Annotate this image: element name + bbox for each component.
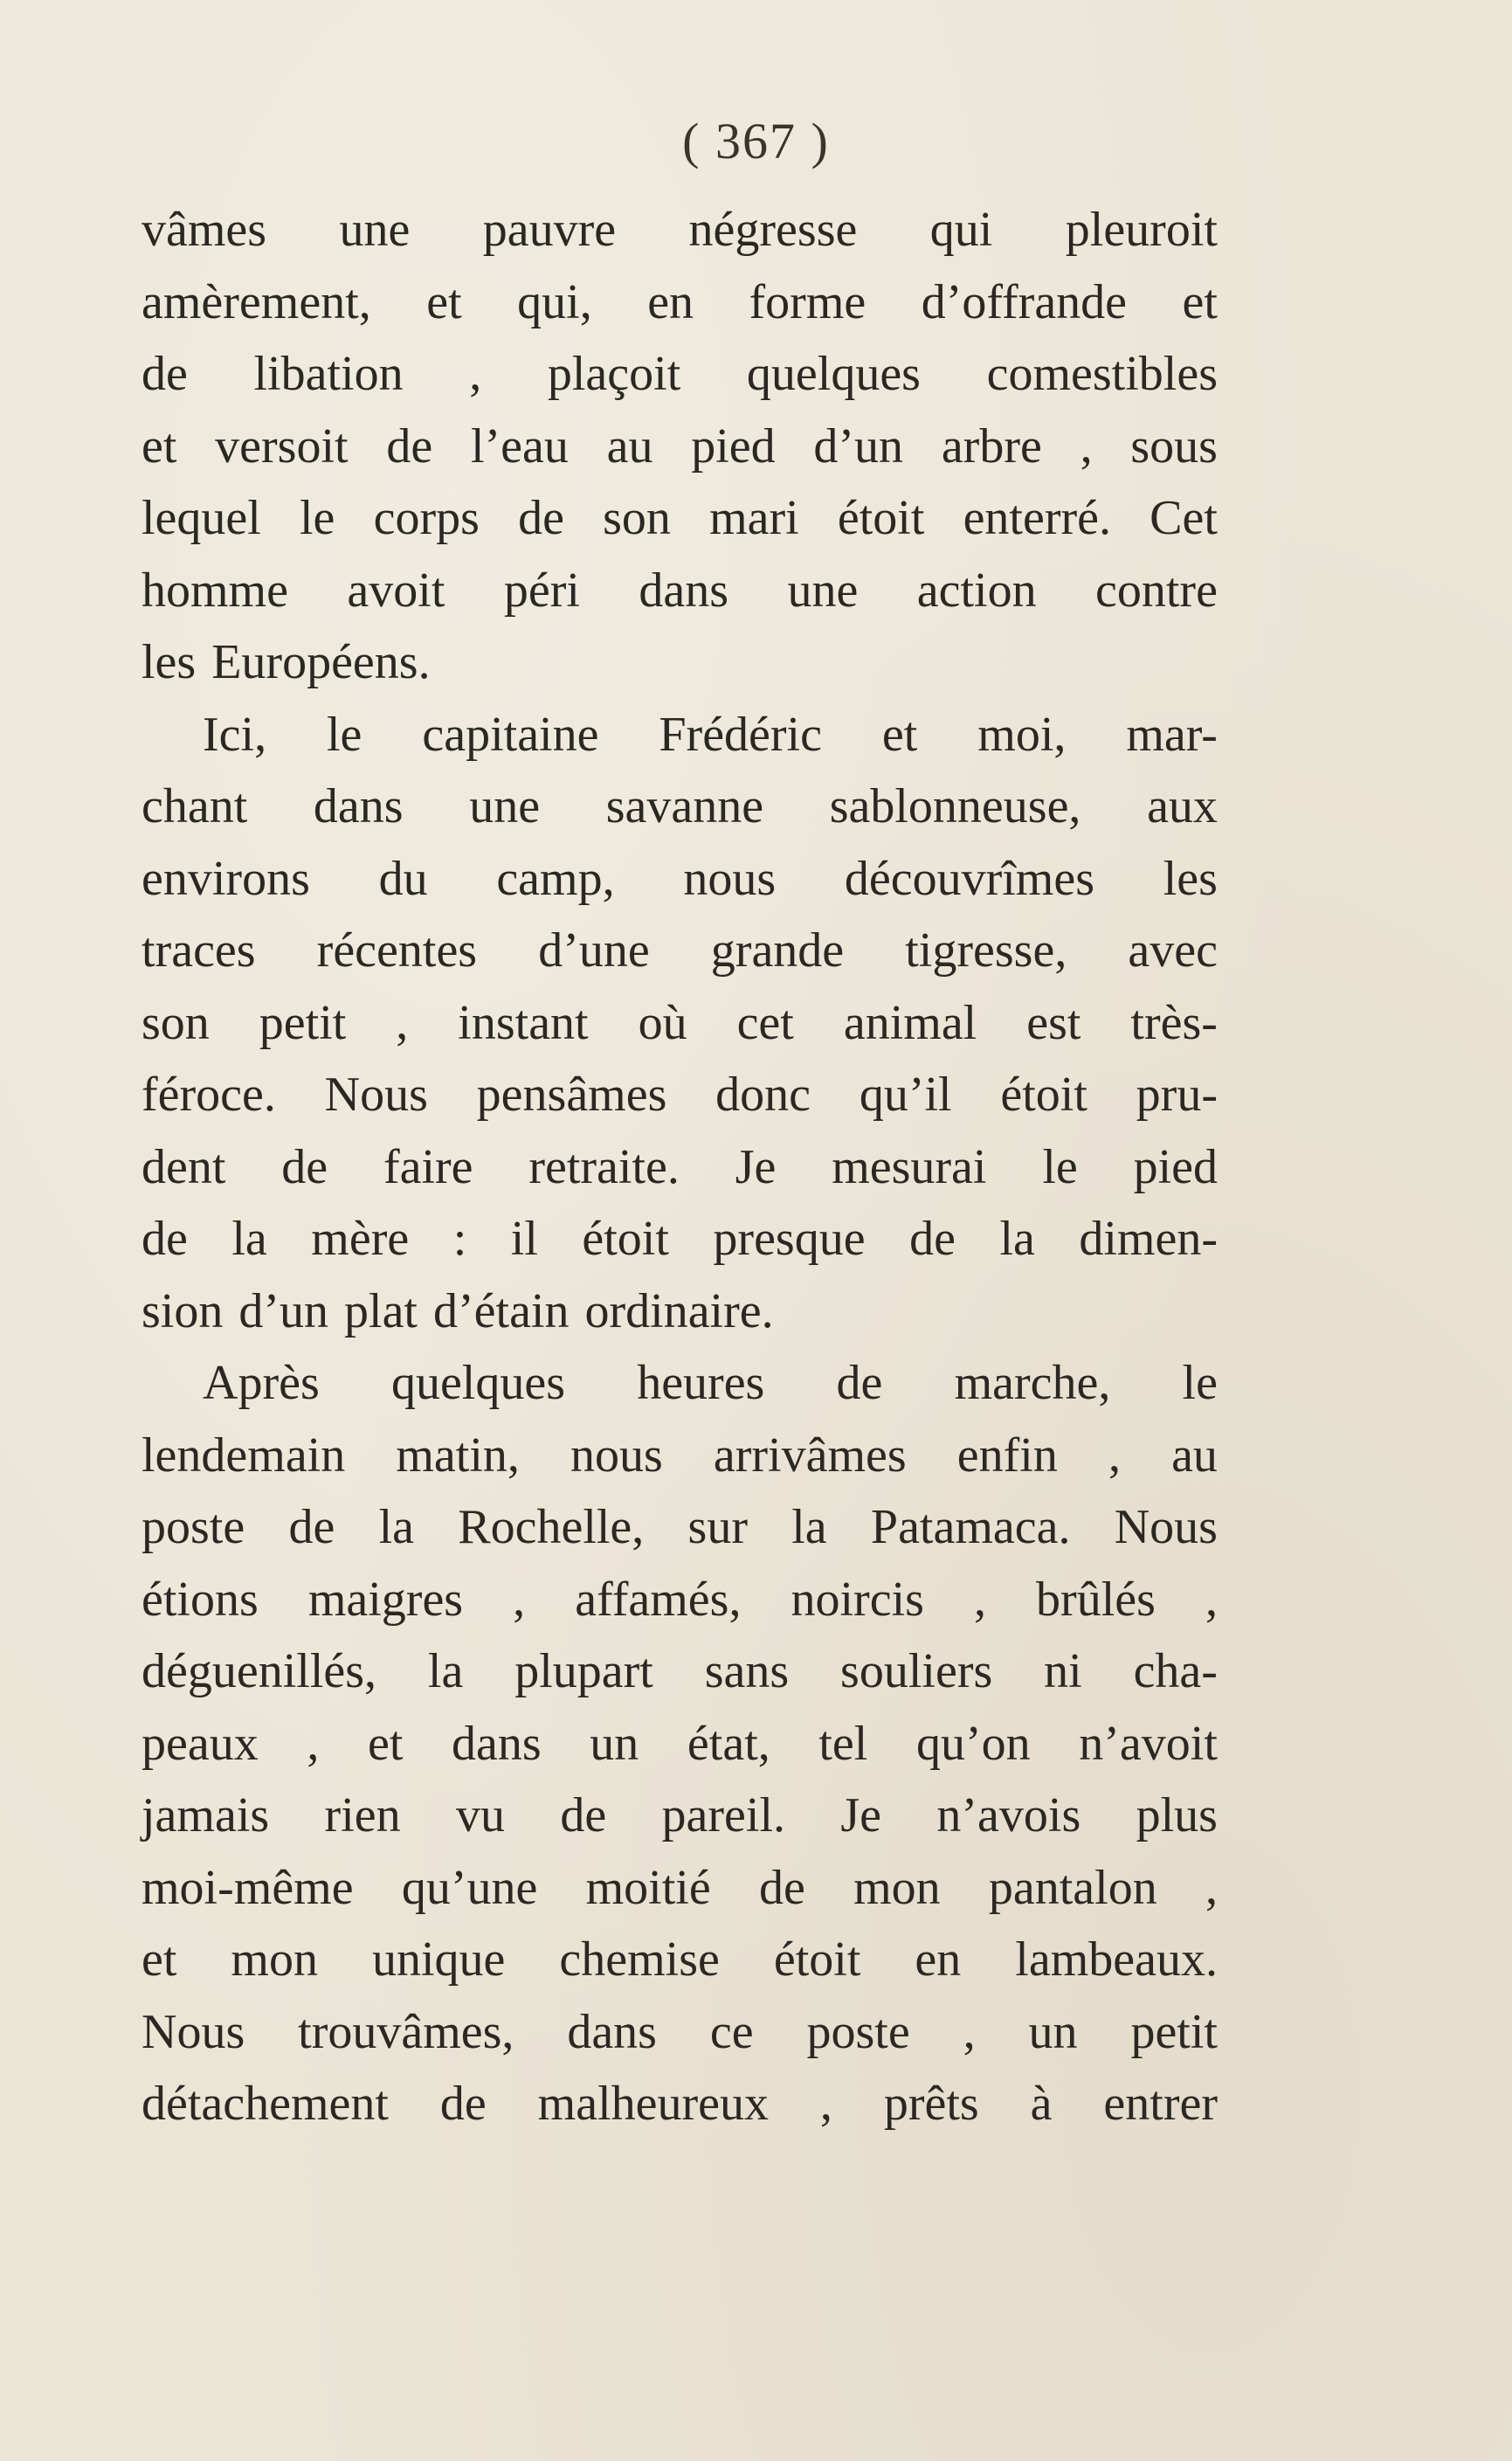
- text-line: [142, 699, 1218, 771]
- word: étions: [142, 1572, 259, 1627]
- word: animal: [843, 995, 977, 1050]
- word: ordinaire.: [584, 1283, 774, 1338]
- text-line: [142, 338, 1218, 411]
- word: Cet: [1150, 491, 1218, 545]
- word: quelques: [390, 1356, 565, 1410]
- word: poste: [806, 2004, 910, 2059]
- word: mar-: [1126, 707, 1218, 762]
- text-line: [142, 771, 1218, 843]
- word: entrer: [1103, 2077, 1218, 2131]
- word: sur: [687, 1500, 748, 1554]
- word: arrivâmes: [713, 1428, 907, 1483]
- word: très-: [1130, 995, 1218, 1050]
- word: état,: [687, 1716, 770, 1771]
- word: ,: [307, 1716, 320, 1771]
- word: du: [378, 851, 428, 906]
- word: malheureux: [537, 2077, 769, 2131]
- word: plaçoit: [547, 347, 681, 401]
- word: retraite.: [528, 1139, 680, 1194]
- word: la: [378, 1500, 414, 1554]
- text-line: [142, 987, 1218, 1060]
- word: les: [142, 635, 197, 689]
- text-line: [142, 1852, 1218, 1925]
- word: de: [909, 1212, 956, 1266]
- word: :: [452, 1212, 467, 1266]
- word: de: [281, 1139, 328, 1194]
- word: lambeaux.: [1015, 1932, 1218, 1987]
- word: de: [758, 1860, 805, 1915]
- word: matin,: [396, 1428, 520, 1483]
- word: forme: [749, 274, 866, 329]
- word: plus: [1136, 1788, 1218, 1842]
- word: instant: [458, 995, 589, 1050]
- word: environs: [142, 851, 310, 906]
- word: maigres: [307, 1572, 464, 1627]
- word: corps: [373, 491, 480, 545]
- word: poste: [142, 1500, 245, 1554]
- word: étoit: [837, 491, 925, 545]
- word: pleuroit: [1065, 203, 1218, 257]
- word: en: [647, 274, 694, 329]
- word: Je: [840, 1788, 882, 1842]
- text-line: [142, 482, 1218, 555]
- word: Européens.: [211, 635, 431, 689]
- word: savanne: [605, 779, 764, 833]
- word: ,: [1205, 1860, 1218, 1915]
- word: nous: [570, 1428, 663, 1483]
- word: libation: [253, 347, 404, 401]
- word: d’un: [238, 1283, 329, 1338]
- word: de: [142, 1212, 188, 1266]
- text-line: [142, 1420, 1218, 1492]
- text-line: [142, 1275, 1218, 1348]
- text-line: [142, 915, 1218, 987]
- word: d’étain: [433, 1283, 570, 1338]
- word: heures: [637, 1356, 765, 1410]
- word: une: [469, 779, 541, 833]
- word: étoit: [1000, 1068, 1087, 1122]
- word: d’un: [813, 418, 904, 474]
- word: pauvre: [482, 203, 617, 257]
- word: sion: [142, 1283, 224, 1338]
- word: nous: [683, 851, 777, 906]
- word: mon: [231, 1932, 318, 1987]
- word: n’avoit: [1079, 1716, 1218, 1771]
- word: péri: [503, 563, 580, 618]
- word: le: [300, 491, 335, 545]
- word: la: [427, 1644, 464, 1698]
- word: ,: [1108, 1428, 1121, 1483]
- text-line: [142, 1491, 1218, 1564]
- word: Après: [203, 1356, 320, 1410]
- word: féroce.: [142, 1068, 276, 1122]
- word: ,: [1080, 418, 1093, 474]
- word: rien: [324, 1788, 401, 1842]
- word: plupart: [514, 1644, 653, 1698]
- word: plat: [344, 1283, 418, 1338]
- word: et: [426, 274, 462, 329]
- word: enfin: [956, 1428, 1058, 1483]
- word: tel: [818, 1716, 868, 1771]
- word: presque: [713, 1212, 866, 1266]
- word: ,: [963, 2004, 976, 2059]
- word: dent: [142, 1139, 226, 1194]
- word: pied: [1133, 1139, 1218, 1194]
- word: ,: [973, 1572, 986, 1627]
- word: son: [142, 995, 210, 1050]
- text-line: [142, 555, 1218, 627]
- text-line: [142, 1059, 1218, 1131]
- word: négresse: [688, 203, 858, 257]
- word: de: [142, 347, 188, 401]
- page-number: ( 367 ): [682, 113, 830, 169]
- word: petit: [1130, 2004, 1218, 2059]
- word: une: [339, 203, 411, 257]
- word: les: [1163, 851, 1218, 906]
- word: peaux: [142, 1716, 259, 1771]
- word: unique: [371, 1932, 506, 1987]
- word: la: [999, 1212, 1035, 1266]
- word: lendemain: [142, 1428, 346, 1483]
- text-line: [142, 626, 1218, 699]
- word: Patamaca.: [870, 1500, 1071, 1554]
- word: de: [836, 1356, 883, 1410]
- word: action: [916, 563, 1037, 618]
- word: faire: [383, 1139, 473, 1194]
- word: ,: [469, 347, 482, 401]
- word: chant: [142, 779, 248, 833]
- word: un: [1028, 2004, 1078, 2059]
- word: versoit: [215, 418, 349, 474]
- word: détachement: [142, 2077, 389, 2131]
- word: lequel: [142, 491, 261, 545]
- word: où: [638, 995, 687, 1050]
- word: sous: [1130, 418, 1218, 474]
- word: enterré.: [963, 491, 1111, 545]
- word: la: [791, 1500, 827, 1554]
- word: au: [606, 418, 653, 474]
- word: donc: [715, 1068, 811, 1122]
- text-line: [142, 1203, 1218, 1275]
- word: moi-même: [142, 1860, 354, 1915]
- word: dans: [639, 563, 728, 618]
- word: cet: [736, 995, 794, 1050]
- word: de: [386, 418, 433, 474]
- word: traces: [142, 923, 256, 978]
- word: souliers: [840, 1644, 993, 1698]
- text-line: [142, 1347, 1218, 1420]
- word: petit: [259, 995, 347, 1050]
- word: le: [1042, 1139, 1078, 1194]
- word: en: [915, 1932, 962, 1987]
- word: un: [590, 1716, 639, 1771]
- word: trouvâmes,: [298, 2004, 514, 2059]
- word: aux: [1147, 779, 1218, 833]
- text-line: [142, 843, 1218, 916]
- word: qu’il: [859, 1068, 952, 1122]
- word: avec: [1128, 923, 1218, 978]
- word: cha-: [1133, 1644, 1218, 1698]
- word: au: [1171, 1428, 1218, 1483]
- word: dans: [452, 1716, 542, 1771]
- word: affamés,: [575, 1572, 742, 1627]
- text-line: [142, 194, 1218, 266]
- text-line: [142, 1780, 1218, 1852]
- word: quelques: [746, 347, 921, 401]
- word: le: [1182, 1356, 1218, 1410]
- word: capitaine: [422, 707, 599, 762]
- word: vâmes: [142, 203, 267, 257]
- word: Nous: [142, 2004, 245, 2059]
- text-line: [142, 2068, 1218, 2140]
- word: mère: [311, 1212, 410, 1266]
- word: camp,: [496, 851, 615, 906]
- word: Je: [735, 1139, 777, 1194]
- word: sans: [704, 1644, 790, 1698]
- word: déguenillés,: [142, 1644, 377, 1698]
- word: ce: [709, 2004, 754, 2059]
- word: Frédéric: [659, 707, 822, 762]
- text-line: [142, 1996, 1218, 2069]
- word: ,: [1205, 1572, 1218, 1627]
- word: tigresse,: [905, 923, 1067, 978]
- body-text: [142, 194, 1218, 2140]
- word: noircis: [791, 1572, 924, 1627]
- word: n’avois: [936, 1788, 1081, 1842]
- word: pensâmes: [476, 1068, 667, 1122]
- word: de: [560, 1788, 607, 1842]
- word: marche,: [954, 1356, 1111, 1410]
- text-line: [142, 1564, 1218, 1636]
- text-line: [142, 411, 1218, 483]
- word: homme: [142, 563, 288, 618]
- word: il: [510, 1212, 538, 1266]
- text-line: [142, 1131, 1218, 1204]
- word: chemise: [559, 1932, 720, 1987]
- word: prêts: [883, 2077, 979, 2131]
- word: une: [787, 563, 859, 618]
- word: étoit: [773, 1932, 861, 1987]
- word: pareil.: [661, 1788, 786, 1842]
- word: et: [142, 418, 177, 474]
- word: mon: [853, 1860, 941, 1915]
- word: qui,: [517, 274, 592, 329]
- word: ,: [513, 1572, 526, 1627]
- word: moi,: [977, 707, 1067, 762]
- text-line: [142, 1924, 1218, 1996]
- word: Nous: [1114, 1500, 1218, 1554]
- word: récentes: [316, 923, 478, 978]
- word: Ici,: [203, 707, 267, 762]
- word: étoit: [582, 1212, 669, 1266]
- word: et: [1182, 274, 1218, 329]
- word: comestibles: [986, 347, 1218, 401]
- word: mari: [709, 491, 799, 545]
- word: et: [881, 707, 918, 762]
- word: grande: [710, 923, 845, 978]
- word: est: [1026, 995, 1081, 1050]
- word: amèrement,: [142, 274, 371, 329]
- word: pied: [691, 418, 776, 474]
- word: le: [327, 707, 362, 762]
- word: d’une: [538, 923, 650, 978]
- word: ,: [396, 995, 409, 1050]
- word: découvrîmes: [844, 851, 1094, 906]
- word: sablonneuse,: [829, 779, 1081, 833]
- word: Rochelle,: [458, 1500, 645, 1554]
- word: l’eau: [470, 418, 569, 474]
- word: jamais: [142, 1788, 270, 1842]
- word: à: [1030, 2077, 1053, 2131]
- word: dimen-: [1079, 1212, 1218, 1266]
- word: d’offrande: [921, 274, 1128, 329]
- word: vu: [455, 1788, 505, 1842]
- word: arbre: [941, 418, 1042, 474]
- word: de: [439, 2077, 487, 2131]
- text-line: [142, 1635, 1218, 1708]
- word: contre: [1095, 563, 1218, 618]
- word: pantalon: [988, 1860, 1157, 1915]
- word: et: [142, 1932, 177, 1987]
- word: ,: [819, 2077, 832, 2131]
- word: mesurai: [832, 1139, 987, 1194]
- word: son: [603, 491, 671, 545]
- word: avoit: [347, 563, 445, 618]
- word: de: [288, 1500, 335, 1554]
- text-line: [142, 1708, 1218, 1780]
- word: dans: [567, 2004, 657, 2059]
- word: moitié: [585, 1860, 711, 1915]
- word: dans: [313, 779, 404, 833]
- word: brûlés: [1036, 1572, 1156, 1627]
- word: et: [367, 1716, 404, 1771]
- text-line: [142, 266, 1218, 339]
- word: de: [518, 491, 564, 545]
- word: la: [231, 1212, 267, 1266]
- word: Nous: [324, 1068, 428, 1122]
- word: pru-: [1136, 1068, 1218, 1122]
- word: qui: [929, 203, 993, 257]
- word: ni: [1044, 1644, 1082, 1698]
- word: qu’on: [915, 1716, 1031, 1771]
- word: qu’une: [401, 1860, 538, 1915]
